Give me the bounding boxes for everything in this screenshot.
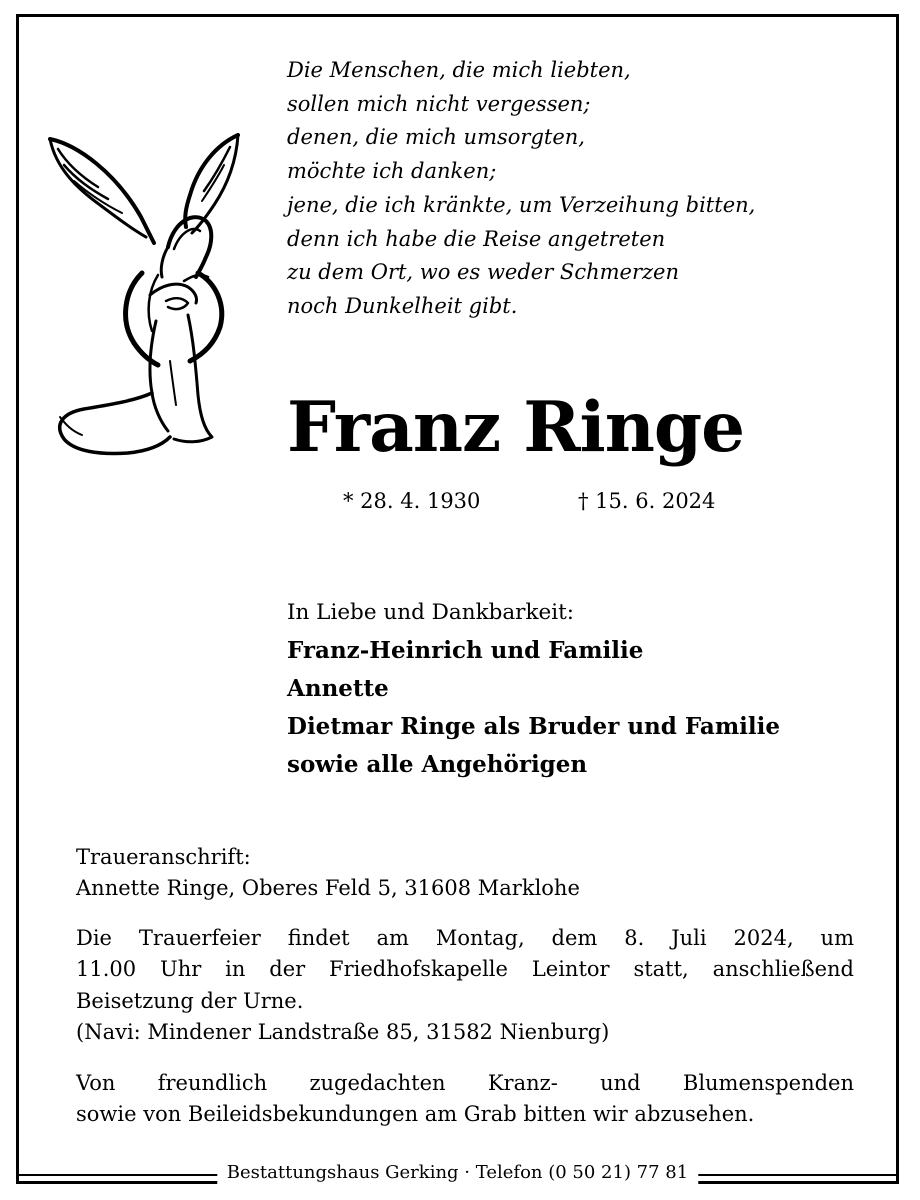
poem-line: möchte ich danken; (287, 159, 497, 184)
footer (19, 1160, 896, 1186)
ceremony-line: Beisetzung der Urne. (76, 988, 304, 1013)
mourner-name: Dietmar Ringe als Bruder und Familie (287, 713, 781, 740)
poem-line: noch Dunkelheit gibt. (287, 293, 518, 318)
angel-icon (38, 125, 253, 470)
poem-line: denn ich habe die Reise angetreten (287, 226, 666, 251)
flowers-line: sowie von Beileidsbekundungen am Grab bitten wir abzusehen. (76, 1102, 755, 1127)
poem-line: sollen mich nicht vergessen; (287, 91, 591, 116)
flowers-line: Von freundlich zugedachten Kranz- und Blumenspenden (76, 1071, 854, 1095)
poem-line: Die Menschen, die mich liebten, (287, 58, 631, 82)
mourner-name: Annette (287, 675, 389, 702)
ceremony-details (76, 923, 854, 1048)
poem-line: zu dem Ort, wo es weder Schmerzen (287, 260, 679, 285)
funeral-home-contact: Bestattungshaus Gerking · Telefon (0 50 21) 77 81 (217, 1160, 698, 1186)
deceased-name: Franz Ringe (287, 387, 745, 468)
poem-line: denen, die mich umsorgten, (287, 125, 585, 150)
birth-date: * 28. 4. 1930 (343, 489, 481, 513)
mourners (287, 594, 887, 784)
mourning-address (76, 842, 854, 905)
navi-address: (Navi: Mindener Landstraße 85, 31582 Nienburg) (76, 1019, 610, 1044)
mourner-name: Franz-Heinrich und Familie (287, 637, 644, 664)
address-value: Annette Ringe, Oberes Feld 5, 31608 Marklohe (76, 876, 580, 901)
flowers-notice (76, 1068, 854, 1131)
mourners-intro: In Liebe und Dankbarkeit: (287, 600, 574, 625)
poem (287, 54, 877, 324)
poem-line: jene, die ich kränkte, um Verzeihung bitten, (287, 192, 756, 217)
address-label: Traueranschrift: (76, 845, 251, 869)
ceremony-line: Die Trauerfeier findet am Montag, dem 8. Juli 2024, um (76, 926, 854, 950)
mourner-name: sowie alle Angehörigen (287, 751, 588, 778)
death-date: † 15. 6. 2024 (578, 489, 716, 513)
ceremony-line: 11.00 Uhr in der Friedhofskapelle Leintor statt, anschließend (76, 957, 854, 982)
